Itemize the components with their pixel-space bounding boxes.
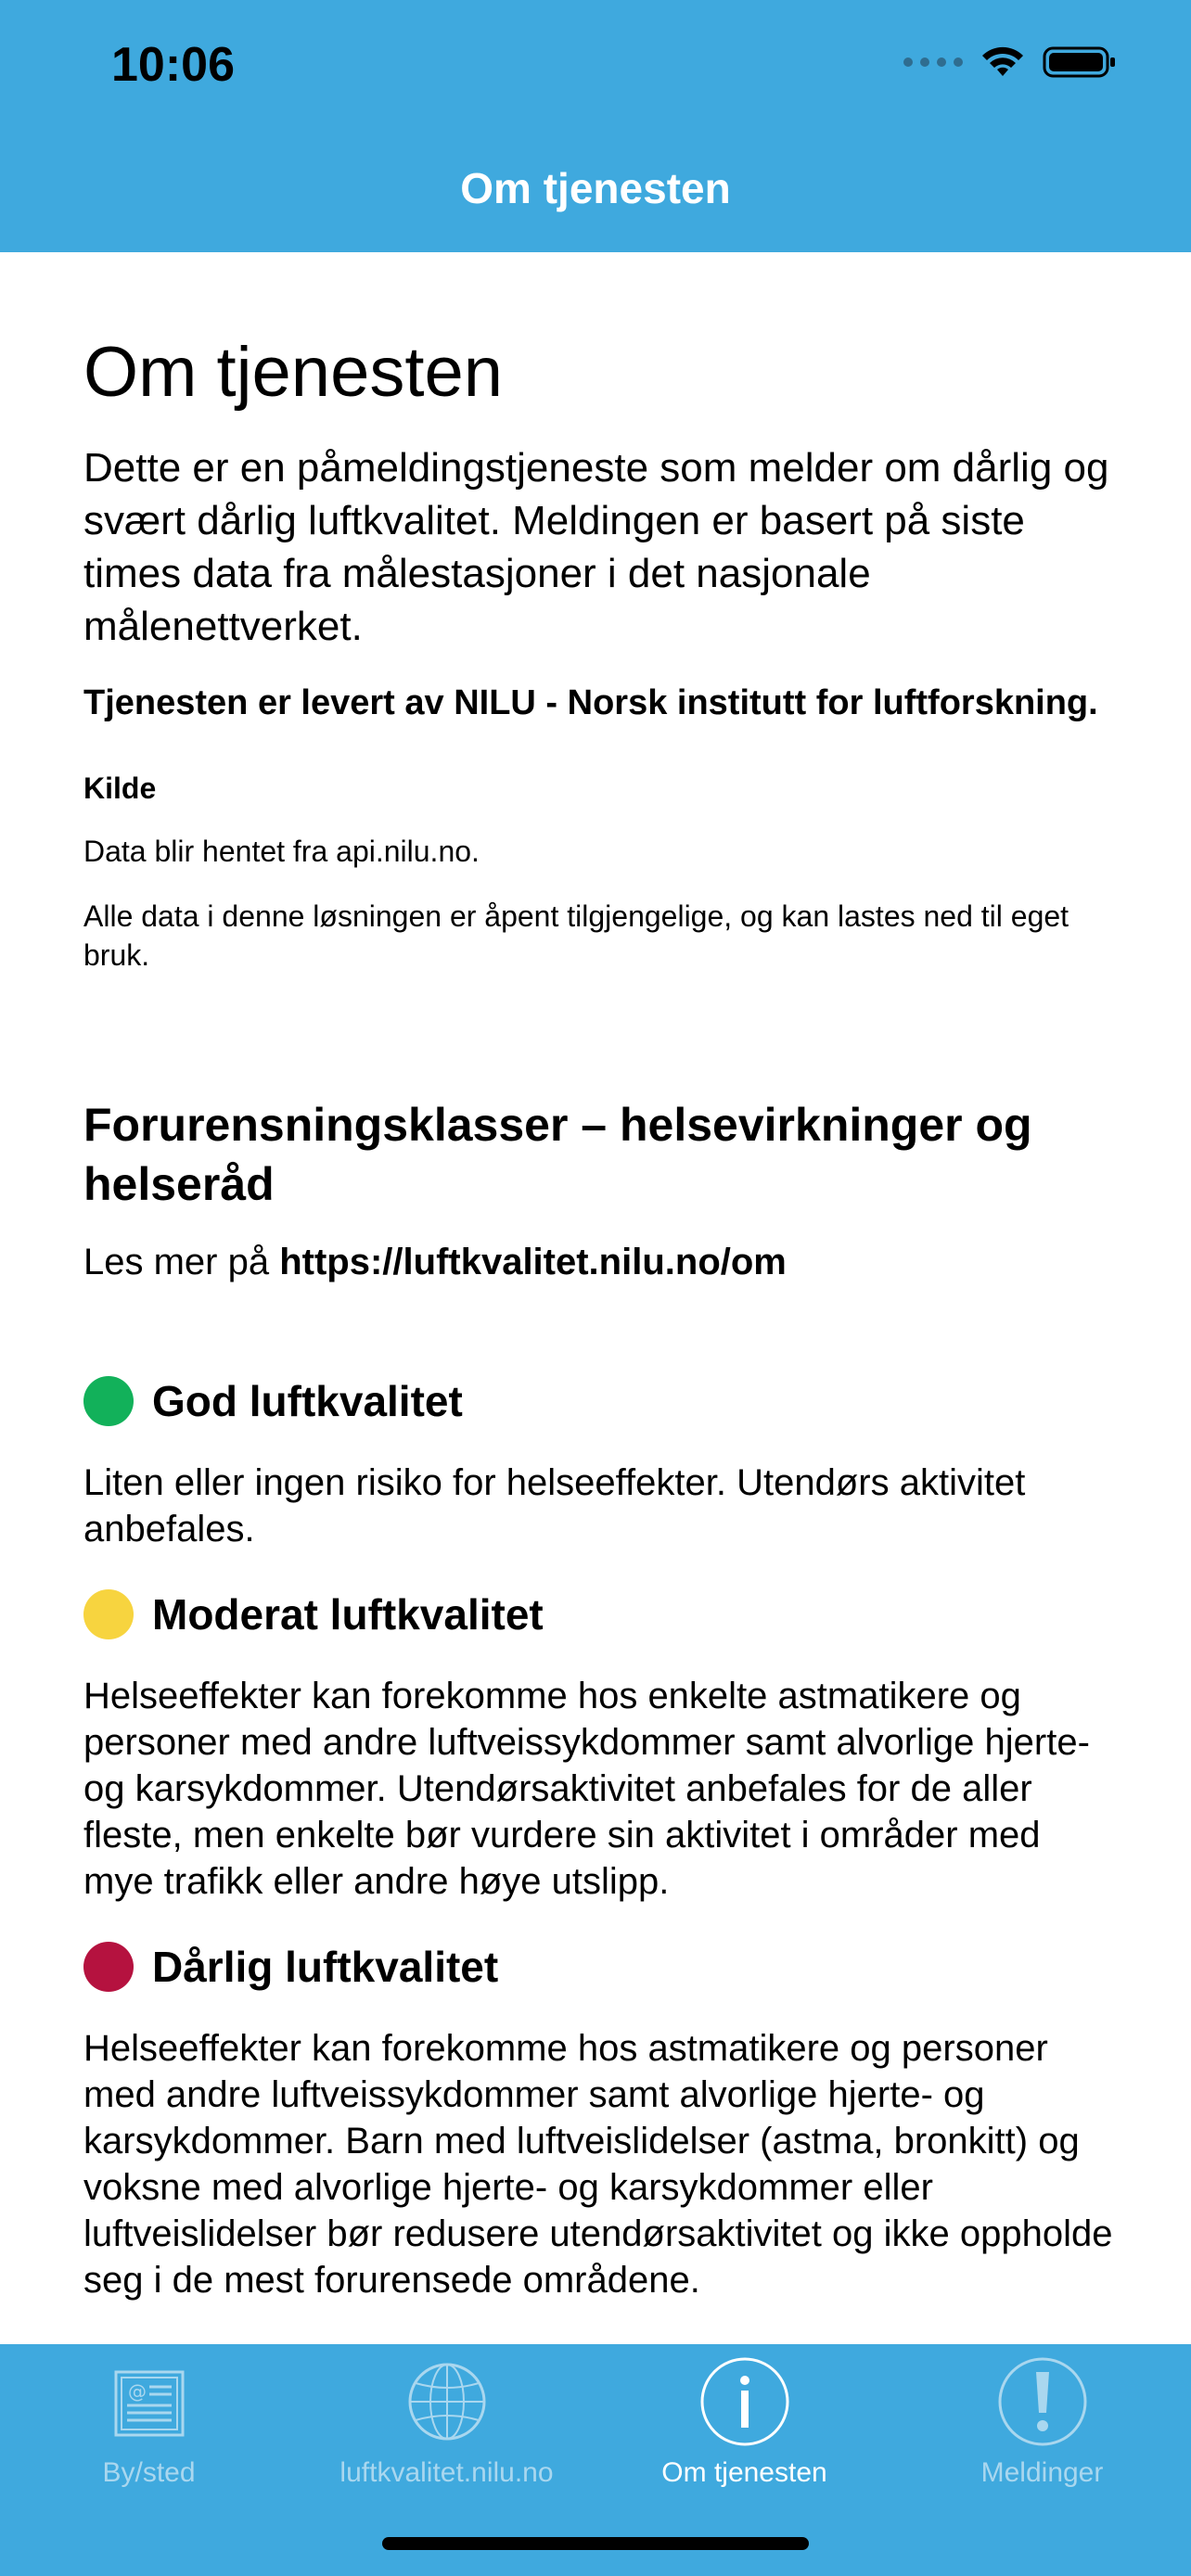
read-more-link[interactable]: https://luftkvalitet.nilu.no/om: [279, 1242, 787, 1282]
class-desc-good: Liten eller ingen risiko for helseeffekter. Utendørs aktivitet anbefales.: [83, 1462, 1026, 1549]
tab-label: Meldinger: [980, 2457, 1104, 2488]
status-time: 10:06: [111, 38, 235, 92]
tab-om-tjenesten[interactable]: [596, 2344, 893, 2511]
home-indicator[interactable]: [382, 2537, 809, 2550]
tab-by-sted[interactable]: [0, 2344, 298, 2511]
class-title-text: God luftkvalitet: [152, 1377, 463, 1425]
class-desc-moderate: Helseeffekter kan forekomme hos enkelte astmatikere og personer med andre luftveissykdommer samt alvorlige hjerte- og karsykdommer. Utendørsaktivitet anbefales for de aller fleste, men enkelte bør vurdere sin aktivitet i områder med mye trafikk eller andre høye utslipp.: [83, 1676, 1090, 1902]
class-title-bad: [83, 1942, 1113, 1992]
wifi-icon: [980, 45, 1026, 80]
class-title-text: Dårlig luftkvalitet: [152, 1943, 499, 1991]
signal-icon: [903, 57, 963, 67]
exclamation-icon: [996, 2355, 1089, 2448]
intro-text: Dette er en påmeldingstjeneste som melder om dårlig og svært dårlig luftkvalitet. Meldingen er basert på siste times data fra målestasjoner i det nasjonale målenettverket.: [83, 445, 1109, 649]
read-more: [83, 1242, 1113, 1283]
source-text: Data blir hentet fra api.nilu.no.: [83, 835, 480, 868]
battery-icon: [1043, 45, 1117, 80]
read-more-prefix: Les mer på: [83, 1242, 280, 1282]
tab-label: By/sted: [102, 2457, 196, 2488]
open-data-text: Alle data i denne løsningen er åpent tilgjengelige, og kan lastes ned til eget bruk.: [83, 899, 1069, 972]
page-title: Om tjenesten: [83, 333, 503, 412]
info-icon: [698, 2355, 791, 2448]
tab-meldinger[interactable]: [893, 2344, 1191, 2511]
class-desc-bad: Helseeffekter kan forekomme hos astmatikere og personer med andre luftveissykdommer samt alvorlige hjerte- og karsykdommer. Barn med luftveislidelser (astma, bronkitt) og voksne med alvorlige hjerte- og karsykdommer eller luftveislidelser bør redusere utendørsaktivitet og ikke oppholde seg i de mest forurensede områdene.: [83, 2028, 1113, 2301]
bad-dot-icon: [83, 1942, 134, 1992]
nav-title: Om tjenesten: [460, 164, 731, 212]
class-title-good: [83, 1376, 1113, 1426]
tab-label: luftkvalitet.nilu.no: [339, 2457, 554, 2488]
provider-text: Tjenesten er levert av NILU - Norsk institutt for luftforskning.: [83, 683, 1098, 722]
tab-label: Om tjenesten: [661, 2457, 827, 2488]
moderate-dot-icon: [83, 1589, 134, 1639]
globe-icon: [401, 2355, 493, 2448]
content-scroll[interactable]: [83, 252, 1113, 2344]
tab-luftkvalitet[interactable]: [298, 2344, 596, 2511]
class-title-moderate: [83, 1589, 1113, 1639]
svg-text:@: @: [127, 2380, 147, 2403]
document-icon: [103, 2355, 196, 2448]
header: [0, 0, 1191, 252]
source-label: Kilde: [83, 772, 157, 805]
class-title-text: Moderat luftkvalitet: [152, 1590, 544, 1639]
classes-heading: Forurensningsklasser – helsevirkninger og helseråd: [83, 1099, 1032, 1210]
status-icons: [903, 45, 1117, 80]
good-dot-icon: [83, 1376, 134, 1426]
